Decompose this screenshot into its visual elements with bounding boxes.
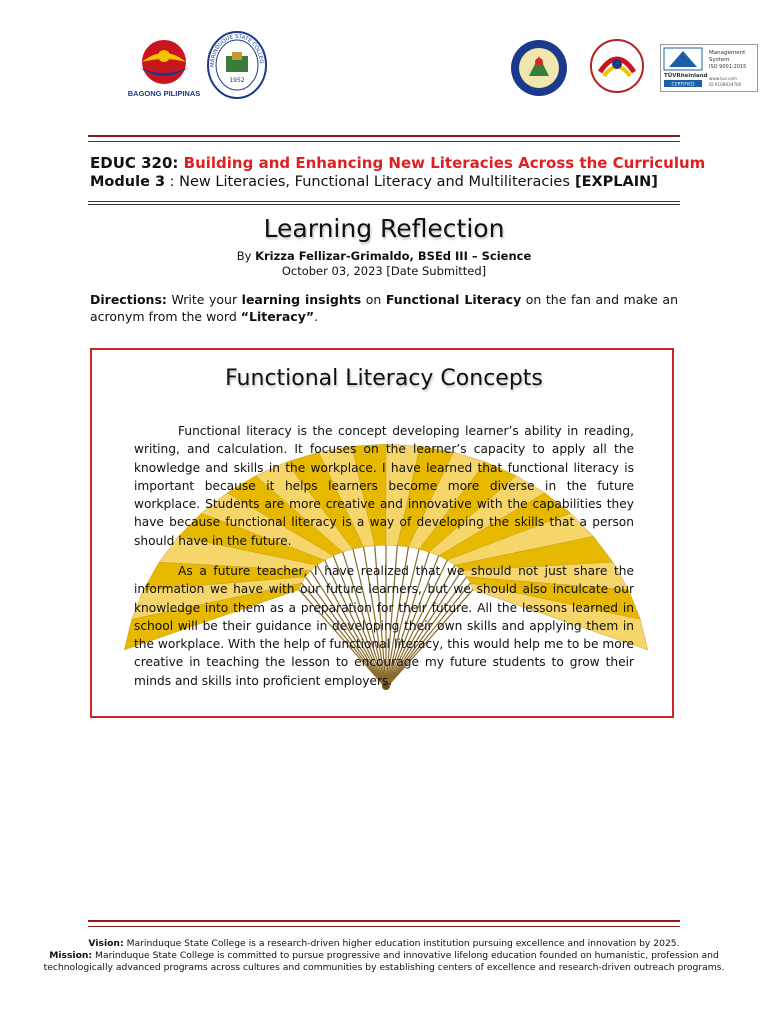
tuv-line-2: System — [709, 57, 730, 63]
msc-year: 1952 — [229, 77, 245, 84]
directions — [90, 291, 678, 325]
module-label: Module 3 — [90, 174, 166, 190]
date-submitted: October 03, 2023 [Date Submitted] — [281, 264, 487, 278]
directions-bold-2: Functional Literacy — [385, 292, 522, 307]
quality-award-logo — [586, 36, 648, 96]
module-line — [90, 174, 658, 190]
course-title: Building and Enhancing New Literacies Across the Curriculum — [183, 154, 706, 172]
tuv-certified: CERTIFIED — [671, 82, 695, 88]
byline-prefix: By — [236, 249, 256, 263]
directions-label: Directions: — [90, 292, 167, 307]
directions-text-4: . — [314, 309, 319, 324]
mission-label: Mission: — [49, 950, 93, 961]
tuv-url: www.tuv.com — [709, 76, 737, 81]
vision-label: Vision: — [88, 938, 124, 949]
course-line — [90, 154, 705, 172]
directions-text-2: on — [361, 292, 386, 307]
bagong-pilipinas-text: BAGONG PILIPINAS — [128, 89, 200, 98]
bagong-pilipinas-logo — [128, 34, 200, 100]
module-separator: : — [165, 174, 180, 190]
footer — [40, 938, 728, 974]
byline — [0, 249, 768, 263]
directions-bold-1: learning insights — [241, 292, 362, 307]
tuv-brand: TÜVRheinland — [664, 73, 708, 79]
module-name: New Literacies, Functional Literacy and Multiliteracies — [179, 174, 570, 190]
course-code: EDUC 320: — [90, 154, 179, 172]
paragraph-2-text: As a future teacher, I have realized that we should not just share the information we have with our future learners, but we should also inculcate our knowledge into them as a preparation for their future. All the lessons learned in school will be their guidance in developing their own skills and applying them in the workplace. With the help of functional literacy, this would help me to be more creative in teaching the lesson to encourage my future students to grow their minds and skills into proficient employers. — [134, 564, 634, 688]
tuv-id: ID 9108634760 — [709, 82, 742, 87]
mission-text: Marinduque State College is committed to pursue progressive and innovative lifelong education founded on humanistic, profession and technologically advanced programs across cultures and communities by establishing centers of excellence and research-driven outreach programs. — [43, 950, 725, 973]
directions-text-3: on the fan and make an acronym from the word — [90, 292, 679, 324]
college-of-education-logo — [504, 38, 574, 98]
concepts-title: Functional Literacy Concepts — [225, 366, 543, 391]
author-name: Krizza Fellizar-Grimaldo, BSEd III – Science — [255, 249, 532, 263]
paragraph-1-text: Functional literacy is the concept developing learner’s ability in reading, writing, and calculation. It focuses on the learner’s capacity to apply all the knowledge and skills in the workplace. I have learned that functional literacy is important because it helps learners become more diverse in the future workplace. Students are more creative and innovative with the capabilities they have because functional literacy is a way of developing the skills that a person should have in the future. — [134, 424, 634, 548]
footer-rule — [88, 920, 680, 927]
tuv-certification-logo — [660, 44, 758, 92]
vision-text: Marinduque State College is a research-driven higher education institution pursuing excellence and innovation by 2025. — [123, 938, 680, 949]
directions-bold-3: “Literacy” — [240, 309, 315, 324]
concepts-paragraph-1 — [134, 422, 634, 550]
tuv-line-1: Management — [709, 50, 746, 56]
concepts-paragraph-2 — [134, 562, 634, 690]
msc-seal-logo — [206, 30, 268, 100]
header-rule — [88, 135, 680, 142]
msc-ring-text: MARINDUQUE STATE COLLEG — [209, 33, 265, 68]
module-rule-bottom — [88, 204, 680, 205]
module-tag: [EXPLAIN] — [574, 174, 658, 190]
tuv-line-3: ISO 9001:2015 — [709, 64, 747, 70]
document-title: Learning Reflection — [263, 214, 505, 243]
module-rule-top — [88, 201, 680, 202]
directions-text-1: Write your — [166, 292, 242, 307]
